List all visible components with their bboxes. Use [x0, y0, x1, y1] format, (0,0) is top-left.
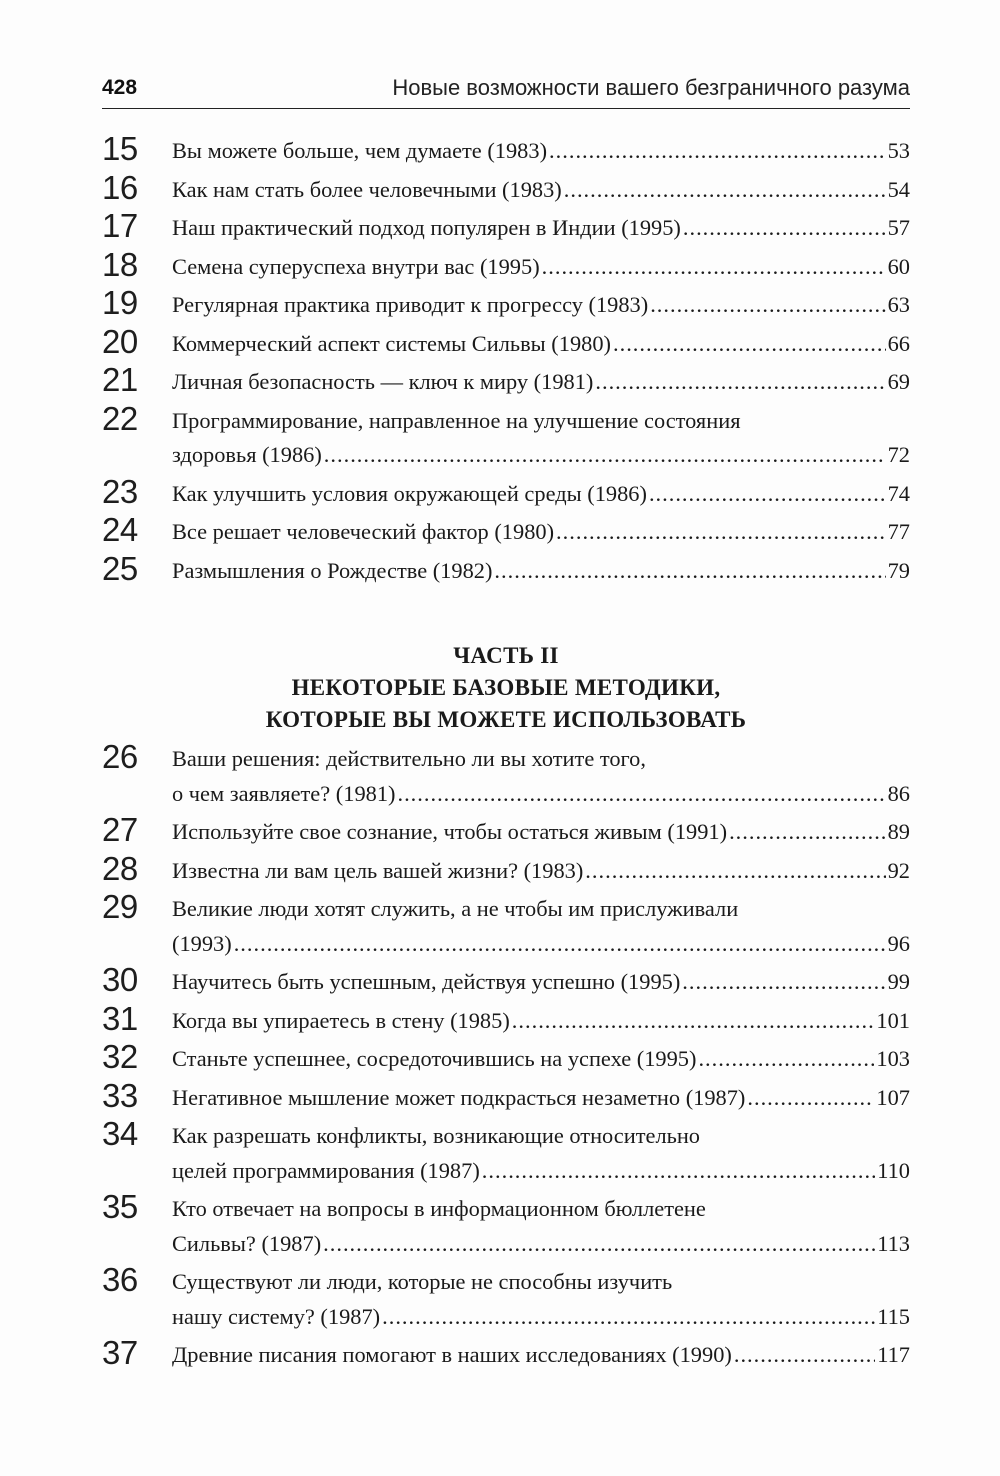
entry-body — [172, 1081, 910, 1116]
toc-entry — [102, 361, 910, 404]
chapter-title: целей программирования (1987) — [172, 1157, 480, 1183]
page-reference: 113 — [877, 1230, 910, 1256]
dot-leader — [650, 288, 885, 323]
leader-line — [172, 1227, 910, 1262]
chapter-number: 23 — [102, 472, 138, 510]
toc-entry — [102, 999, 910, 1043]
chapter-number: 34 — [102, 1115, 138, 1152]
entry-body — [172, 554, 910, 589]
chapter-number: 26 — [102, 738, 138, 775]
toc-entry — [102, 322, 910, 366]
page-reference: 63 — [887, 292, 910, 317]
dot-leader — [549, 134, 886, 169]
dot-leader — [649, 477, 886, 512]
entry-body — [172, 1119, 910, 1188]
toc-entry — [102, 1115, 910, 1192]
toc-entry — [102, 245, 910, 289]
chapter-number: 36 — [102, 1261, 138, 1298]
page-reference: 89 — [887, 819, 910, 844]
chapter-title-line1: Существуют ли люди, которые не способны изучить — [172, 1269, 673, 1294]
entry-body — [172, 1338, 910, 1373]
leader-line — [172, 250, 910, 285]
dot-leader — [382, 1300, 875, 1335]
chapter-number: 24 — [102, 511, 138, 548]
entry-body — [172, 327, 910, 362]
entry-body — [172, 815, 910, 850]
page-reference: 77 — [887, 519, 910, 544]
chapter-title: (1993) — [172, 930, 232, 956]
entry-body — [172, 1004, 910, 1039]
leader-line — [172, 1300, 910, 1335]
chapter-title: Используйте свое сознание, чтобы остаться живым (1991) — [172, 819, 728, 844]
toc-part1-list — [102, 130, 910, 592]
part-label: ЧАСТЬ II — [453, 643, 559, 668]
entry-body — [172, 1192, 910, 1261]
dot-leader — [585, 854, 885, 889]
entry-body — [172, 1042, 910, 1077]
chapter-title: нашу систему? (1987) — [172, 1303, 381, 1329]
chapter-number: 29 — [102, 888, 138, 925]
dot-leader — [698, 1042, 874, 1077]
dot-leader — [613, 327, 886, 362]
part-heading — [102, 640, 910, 736]
page-reference: 101 — [876, 1007, 910, 1033]
page-number: 428 — [102, 76, 138, 99]
dot-leader — [734, 1338, 875, 1373]
leader-line — [172, 854, 910, 889]
chapter-number: 37 — [102, 1334, 138, 1371]
toc-entry — [102, 511, 910, 554]
leader-line — [172, 927, 910, 962]
chapter-title: Семена суперуспеха внутри вас (1995) — [172, 253, 540, 279]
dot-leader — [556, 515, 886, 550]
chapter-title-line1: Программирование, направленное на улучшение состояния — [172, 407, 741, 433]
dot-leader — [234, 927, 886, 962]
chapter-title: Когда вы упираетесь в стену (1985) — [172, 1007, 510, 1033]
leader-line — [172, 327, 910, 362]
dot-leader — [683, 211, 886, 246]
leader-line — [172, 515, 910, 550]
entry-body — [172, 742, 910, 811]
chapter-number: 25 — [102, 549, 138, 587]
chapter-title: Научитесь быть успешным, действуя успешно (1995) — [172, 969, 681, 994]
chapter-number: 22 — [102, 399, 138, 437]
chapter-number: 15 — [102, 130, 138, 167]
page-reference: 54 — [887, 176, 910, 202]
chapter-title: Коммерческий аспект системы Сильвы (1980) — [172, 330, 611, 356]
chapter-number: 30 — [102, 961, 138, 998]
book-title: Новые возможности вашего безграничного разума — [392, 75, 910, 100]
page-reference: 92 — [887, 857, 910, 883]
chapter-number: 16 — [102, 168, 138, 206]
dot-leader — [323, 1227, 875, 1262]
chapter-title-line1: Как разрешать конфликты, возникающие относительно — [172, 1123, 701, 1148]
chapter-title-line1: Великие люди хотят служить, а не чтобы им прислуживали — [172, 896, 739, 921]
dot-leader — [747, 1081, 874, 1116]
page-reference: 110 — [877, 1157, 910, 1183]
dot-leader — [564, 173, 886, 208]
dot-leader — [482, 1154, 875, 1189]
dot-leader — [542, 250, 886, 285]
page-reference: 53 — [887, 138, 910, 163]
chapter-number: 32 — [102, 1038, 138, 1075]
leader-line — [172, 438, 910, 473]
toc-entry — [102, 284, 910, 327]
chapter-number: 28 — [102, 849, 138, 887]
entry-body — [172, 173, 910, 208]
entry-body — [172, 1265, 910, 1334]
toc-entry — [102, 399, 910, 477]
chapter-title: о чем заявляете? (1981) — [172, 780, 396, 806]
entry-body — [172, 134, 910, 169]
toc-entry — [102, 1038, 910, 1081]
chapter-number: 35 — [102, 1188, 138, 1225]
toc-entry — [102, 207, 910, 250]
chapter-number: 21 — [102, 361, 138, 398]
chapter-number: 27 — [102, 811, 138, 848]
chapter-title: Личная безопасность — ключ к миру (1981) — [172, 369, 594, 394]
page-reference: 86 — [887, 780, 910, 806]
entry-body — [172, 288, 910, 323]
leader-line — [172, 288, 910, 323]
toc-entry — [102, 1261, 910, 1338]
toc-entry — [102, 888, 910, 965]
toc-entry — [102, 738, 910, 815]
toc-entry — [102, 168, 910, 212]
dot-leader — [682, 965, 885, 1000]
toc-entry — [102, 472, 910, 516]
part-title-line2: КОТОРЫЕ ВЫ МОЖЕТЕ ИСПОЛЬЗОВАТЬ — [265, 707, 747, 732]
chapter-number: 17 — [102, 207, 138, 244]
dot-leader — [512, 1004, 875, 1039]
entry-body — [172, 250, 910, 285]
leader-line — [172, 1042, 910, 1077]
page-reference: 99 — [887, 969, 910, 994]
page-reference: 74 — [887, 480, 910, 506]
chapter-number: 19 — [102, 284, 138, 321]
page-reference: 79 — [887, 557, 910, 583]
chapter-title: Как улучшить условия окружающей среды (1986) — [172, 480, 647, 506]
entry-body — [172, 515, 910, 550]
chapter-number: 31 — [102, 999, 138, 1037]
chapter-title: Размышления о Рождестве (1982) — [172, 557, 493, 583]
chapter-number: 18 — [102, 245, 138, 283]
leader-line — [172, 173, 910, 208]
entry-body — [172, 211, 910, 246]
chapter-title: Древние писания помогают в наших исследованиях (1990) — [172, 1342, 732, 1367]
chapter-title: Как нам стать более человечными (1983) — [172, 176, 562, 202]
leader-line — [172, 554, 910, 589]
dot-leader — [729, 815, 886, 850]
chapter-title: Наш практический подход популярен в Индии (1995) — [172, 215, 681, 240]
page-reference: 57 — [887, 215, 910, 240]
dot-leader — [595, 365, 885, 400]
page-reference: 115 — [877, 1303, 910, 1329]
leader-line — [172, 477, 910, 512]
leader-line — [172, 211, 910, 246]
chapter-number: 20 — [102, 322, 138, 360]
page-reference: 66 — [887, 330, 910, 356]
toc-entry — [102, 549, 910, 593]
running-header — [102, 72, 910, 109]
toc-entry — [102, 961, 910, 1004]
entry-body — [172, 365, 910, 400]
chapter-title: Негативное мышление может подкрасться незаметно (1987) — [172, 1084, 746, 1110]
entry-body — [172, 892, 910, 961]
page-reference: 60 — [887, 253, 910, 279]
chapter-title-line1: Ваши решения: действительно ли вы хотите того, — [172, 746, 646, 771]
chapter-title: Вы можете больше, чем думаете (1983) — [172, 138, 548, 163]
page-reference: 107 — [876, 1084, 910, 1110]
toc-entry — [102, 811, 910, 854]
toc-entry — [102, 849, 910, 893]
leader-line — [172, 1004, 910, 1039]
entry-body — [172, 854, 910, 889]
leader-line — [172, 1154, 910, 1189]
dot-leader — [397, 777, 885, 812]
chapter-title: здоровья (1986) — [172, 442, 322, 467]
chapter-title: Регулярная практика приводит к прогрессу (1983) — [172, 292, 649, 317]
entry-body — [172, 477, 910, 512]
part-title-line1: НЕКОТОРЫЕ БАЗОВЫЕ МЕТОДИКИ, — [291, 675, 721, 700]
leader-line — [172, 815, 910, 850]
chapter-title: Известна ли вам цель вашей жизни? (1983) — [172, 857, 584, 883]
page-reference: 72 — [887, 442, 910, 467]
entry-body — [172, 404, 910, 473]
chapter-number: 33 — [102, 1076, 138, 1114]
chapter-title-line1: Кто отвечает на вопросы в информационном бюллетене — [172, 1196, 706, 1221]
leader-line — [172, 365, 910, 400]
page-reference: 69 — [887, 369, 910, 394]
leader-line — [172, 134, 910, 169]
leader-line — [172, 777, 910, 812]
toc-entry — [102, 1076, 910, 1120]
page-reference: 117 — [877, 1342, 910, 1367]
toc-part2-list — [102, 738, 910, 1377]
toc-entry — [102, 130, 910, 173]
leader-line — [172, 965, 910, 1000]
page-reference: 96 — [887, 930, 910, 956]
chapter-title: Станьте успешнее, сосредоточившись на успехе (1995) — [172, 1046, 697, 1071]
toc-entry — [102, 1188, 910, 1265]
toc-entry — [102, 1334, 910, 1377]
chapter-title: Сильвы? (1987) — [172, 1230, 322, 1256]
chapter-title: Все решает человеческий фактор (1980) — [172, 519, 555, 544]
dot-leader — [494, 554, 885, 589]
leader-line — [172, 1338, 910, 1373]
entry-body — [172, 965, 910, 1000]
leader-line — [172, 1081, 910, 1116]
dot-leader — [324, 438, 886, 473]
page-reference: 103 — [876, 1046, 910, 1071]
